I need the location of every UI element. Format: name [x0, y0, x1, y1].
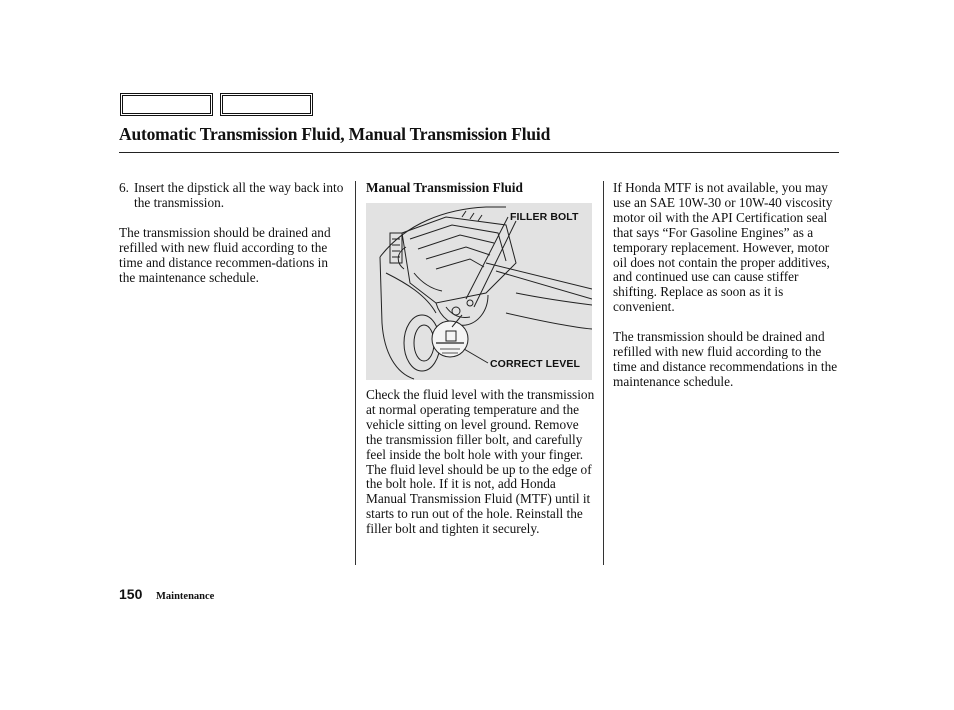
step-text: Insert the dipstick all the way back into the transmission.: [134, 180, 344, 210]
column-divider-1: [355, 181, 356, 565]
engine-diagram-icon: [366, 203, 592, 380]
check-fluid-paragraph: Check the fluid level with the transmission at normal operating temperature and the vehicle sitting on level ground. Remove the transmission filler bolt, and carefully feel inside the bolt hole with your finger. The fluid level should be up to the edge of the bolt hole. If it is not, add Honda Manual Transmission Fluid (MTF) until it starts to run out of the hole. Reinstall the filler bolt and tighten it securely.: [366, 387, 595, 537]
drain-refill-paragraph: The transmission should be drained and refilled with new fluid according to the time and distance recommendations in the maintenance schedule.: [613, 329, 838, 389]
step-item: [119, 181, 347, 211]
filler-bolt-label: FILLER BOLT: [510, 211, 579, 223]
column-3: [613, 181, 843, 390]
column-2-body: [366, 388, 598, 537]
drain-paragraph: The transmission should be drained and refilled with new fluid according to the time and distance recommen-dations in the maintenance schedule.: [119, 224, 331, 285]
step-number: 6.: [119, 180, 129, 195]
nav-tab-box-2[interactable]: [220, 93, 313, 116]
column-divider-2: [603, 181, 604, 565]
page-number: 150: [119, 586, 143, 602]
column-2-heading-block: [366, 181, 596, 196]
nav-tab-box-1[interactable]: [120, 93, 213, 116]
section-label: Maintenance: [156, 591, 215, 602]
mtf-substitute-paragraph: If Honda MTF is not available, you may use an SAE 10W-30 or 10W-40 viscosity motor oil with the API Certification seal that says “For Gasoline Engines” as a temporary replacement. However, motor oil does not contain the proper additives, and continued use can cause stiffer shifting. Replace as soon as it is convenient.: [613, 180, 833, 315]
page-title: Automatic Transmission Fluid, Manual Transmission Fluid: [119, 124, 551, 144]
transmission-illustration: [366, 203, 592, 380]
section-heading: Manual Transmission Fluid: [366, 180, 523, 195]
correct-level-label: CORRECT LEVEL: [490, 358, 580, 370]
column-1: [119, 181, 347, 285]
title-divider: [119, 152, 839, 153]
